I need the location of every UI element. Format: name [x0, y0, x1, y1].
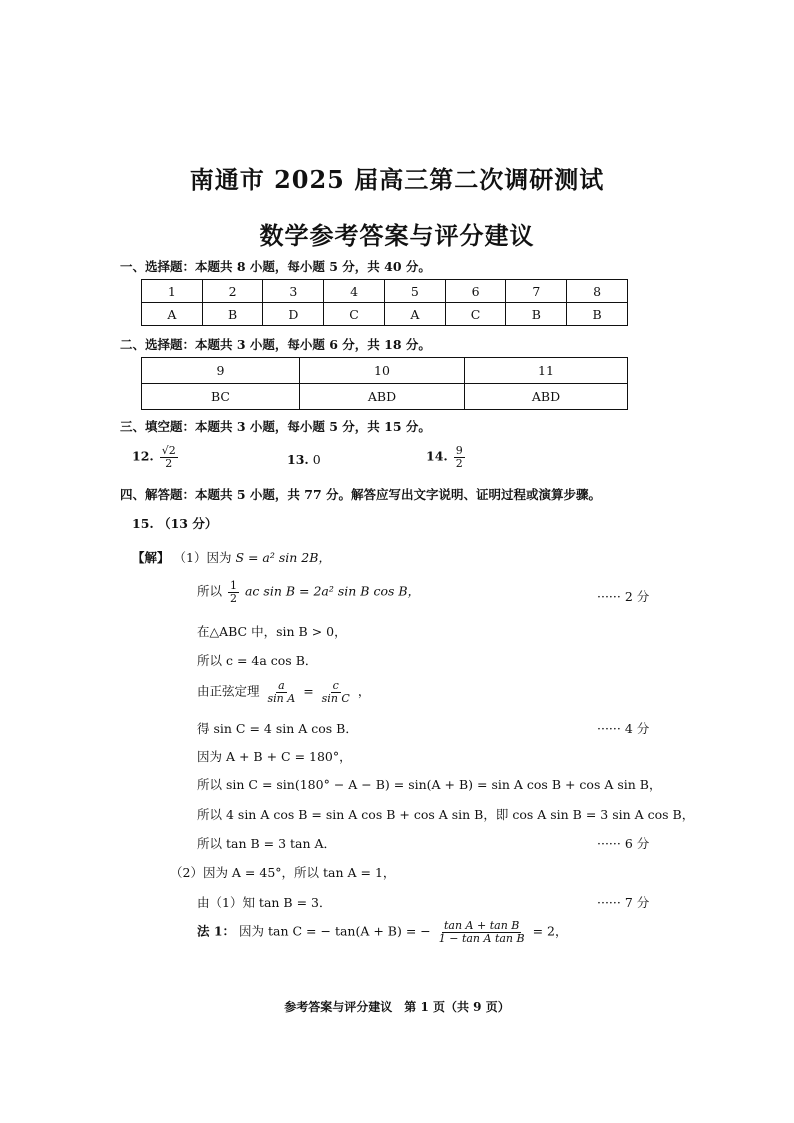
question-label: 13. — [287, 452, 309, 467]
fraction-numerator: c — [332, 679, 339, 692]
answer-cell: C — [445, 303, 506, 326]
answer-value: 0 — [312, 452, 321, 467]
solution-line-5: 得 sin C = 4 sin A cos B． — [197, 721, 358, 736]
question-number: 1 — [142, 280, 203, 303]
page-title: 南通市 2025 届高三第二次调研测试 — [189, 165, 605, 194]
score-mark: ······ 6 分 — [597, 836, 650, 851]
fraction-denominator: sin A — [267, 691, 296, 705]
solution-line-3: 所以 c = 4a cos B． — [197, 653, 318, 668]
line-prefix: 由正弦定理 — [197, 683, 260, 699]
question-15-label: 15. （13 分） — [132, 516, 218, 531]
question-label: 12. — [132, 448, 154, 464]
section2-answer-table — [141, 357, 628, 410]
section2-heading: 二、选择题：本题共 3 小题，每小题 6 分，共 18 分。 — [120, 337, 431, 352]
line-prefix: 所以 — [197, 583, 223, 599]
solution-line-10: 由（1）知 tan B = 3． — [197, 895, 332, 910]
question-number: 2 — [202, 280, 263, 303]
question-number: 8 — [567, 280, 628, 303]
question-number: 3 — [263, 280, 324, 303]
method-label: 法 1： — [197, 923, 236, 939]
score-mark: ······ 7 分 — [597, 895, 650, 910]
fraction — [454, 445, 465, 469]
solution-line-9: 所以 tan B = 3 tan A． — [197, 836, 337, 851]
fraction-numerator: √2 — [161, 444, 176, 457]
table-row — [142, 280, 628, 303]
fraction-numerator: 1 — [230, 579, 237, 592]
question-number: 6 — [445, 280, 506, 303]
question-number: 10 — [300, 358, 465, 384]
fraction-denominator: 1 − tan A tan B — [438, 931, 525, 945]
section4-heading: 四、解答题：本题共 5 小题，共 77 分。解答应写出文字说明、证明过程或演算步骤。 — [120, 487, 602, 502]
answer-cell: A — [142, 303, 203, 326]
fraction — [320, 680, 352, 704]
question-number: 11 — [465, 358, 628, 384]
equals-sign: = — [303, 683, 314, 699]
solution-method-1 — [197, 920, 568, 944]
line-suffix: = 2， — [532, 923, 568, 939]
solution-line-8: 所以 4 sin A cos B = sin A cos B + cos A sin B，即 cos A sin B = 3 sin A cos B， — [197, 807, 695, 822]
table-row — [142, 303, 628, 326]
question-number: 4 — [324, 280, 385, 303]
solution-line-2: 在△ABC 中，sin B > 0， — [197, 624, 347, 639]
answer-cell: B — [506, 303, 567, 326]
line-prefix: 因为 tan C = − tan(A + B) = − — [239, 923, 431, 939]
solution-line-7: 所以 sin C = sin(180° − A − B) = sin(A + B) = sin A cos B + cos A sin B， — [197, 777, 662, 792]
solution-label: 【解】 — [132, 550, 170, 565]
solution-line-4 — [197, 680, 370, 704]
line-suffix: ， — [357, 683, 371, 699]
fraction-denominator: 2 — [230, 591, 237, 605]
equation: ac sin B = 2a² sin B cos B， — [244, 583, 421, 599]
part-label: （1）因为 — [173, 550, 232, 565]
solution-part1-intro — [132, 548, 331, 566]
answer-cell: A — [384, 303, 445, 326]
question-number: 7 — [506, 280, 567, 303]
fraction — [266, 680, 298, 704]
solution-line-1 — [197, 580, 420, 604]
fraction-denominator: 2 — [165, 456, 173, 470]
fraction-numerator: 9 — [455, 444, 463, 457]
answer-cell: B — [202, 303, 263, 326]
score-mark: ······ 2 分 — [597, 589, 650, 604]
solution-line-6: 因为 A + B + C = 180°， — [197, 749, 352, 764]
fraction — [228, 580, 239, 604]
equation: S = a² sin 2B， — [235, 550, 331, 565]
score-mark: ······ 4 分 — [597, 721, 650, 736]
table-row — [142, 384, 628, 410]
fraction-numerator: a — [278, 679, 285, 692]
answer-14 — [426, 445, 467, 469]
question-number: 5 — [384, 280, 445, 303]
section1-heading: 一、选择题：本题共 8 小题，每小题 5 分，共 40 分。 — [120, 259, 431, 274]
fraction — [160, 445, 178, 469]
table-row — [142, 358, 628, 384]
fraction-denominator: 2 — [455, 456, 463, 470]
page-footer: 参考答案与评分建议 第 1 页（共 9 页） — [284, 1000, 510, 1014]
answer-cell: D — [263, 303, 324, 326]
solution-part2: （2）因为 A = 45°，所以 tan A = 1， — [170, 865, 396, 880]
answer-cell: ABD — [300, 384, 465, 410]
section3-heading: 三、填空题：本题共 3 小题，每小题 5 分，共 15 分。 — [120, 419, 431, 434]
answer-12 — [132, 445, 180, 469]
question-label: 14. — [426, 448, 448, 464]
answer-cell: B — [567, 303, 628, 326]
answer-cell: C — [324, 303, 385, 326]
answer-cell: BC — [142, 384, 300, 410]
question-number: 9 — [142, 358, 300, 384]
fraction — [437, 920, 527, 944]
answer-13 — [287, 452, 321, 467]
page-subtitle: 数学参考答案与评分建议 — [259, 221, 535, 250]
section1-answer-table — [141, 279, 628, 326]
fraction-denominator: sin C — [321, 691, 350, 705]
fraction-numerator: tan A + tan B — [444, 919, 520, 932]
answer-cell: ABD — [465, 384, 628, 410]
